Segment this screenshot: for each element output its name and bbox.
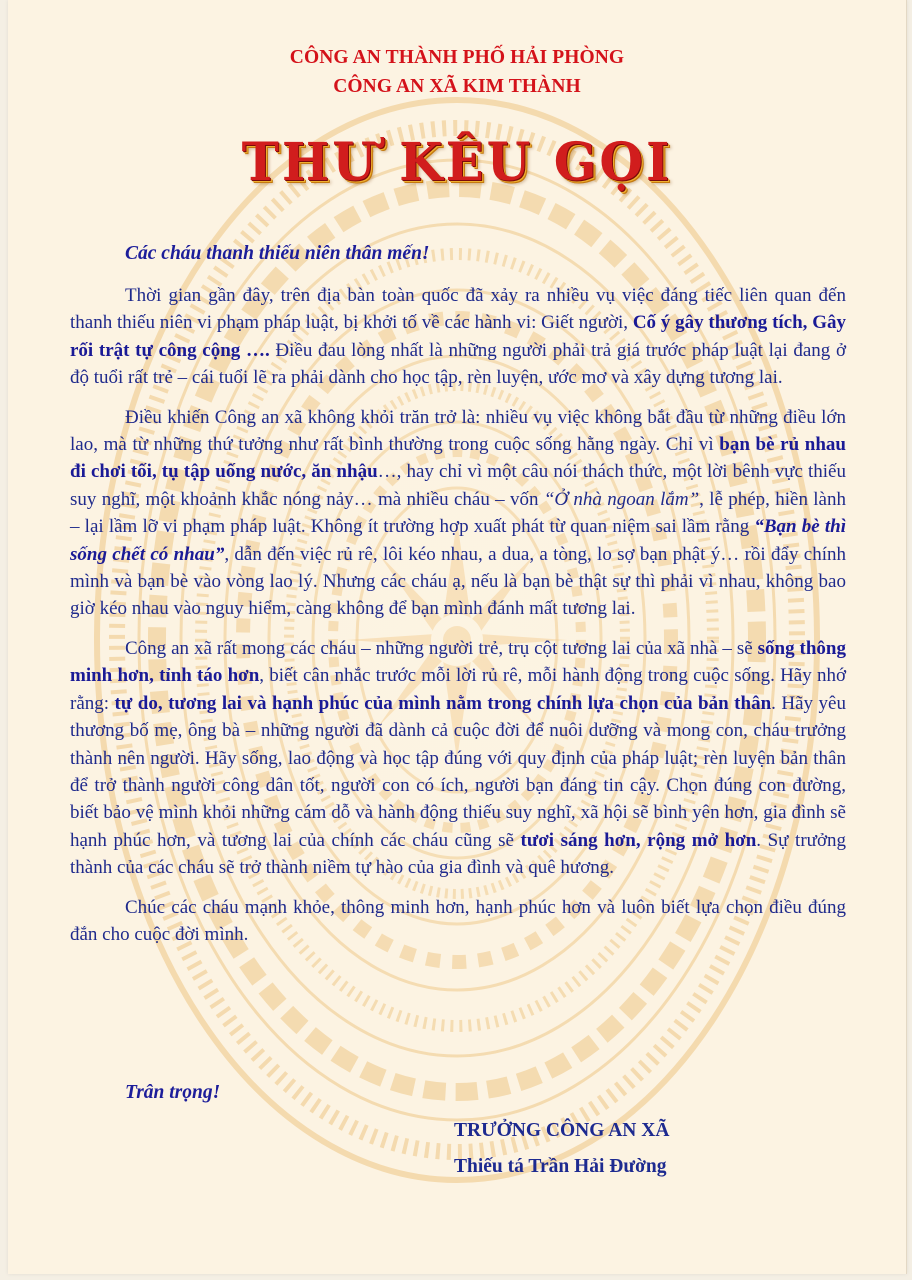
letter-body xyxy=(70,282,846,960)
emphasis-text: bạn bè rủ nhau đi chơi tối, tụ tập uống nước, ăn nhậu xyxy=(70,434,847,483)
emphasis-text: Cố ý gây thương tích, Gây rối trật tự công cộng …. xyxy=(70,312,846,361)
emphasis-text: tươi sáng hơn, rộng mở hơn xyxy=(520,829,757,851)
emphasis-text: “Ở nhà ngoan lắm” xyxy=(543,488,700,510)
body-text: Thời gian gần đây, trên địa bàn toàn quốc đã xảy ra nhiều vụ việc đáng tiếc liên quan đến thanh thiếu niên vi phạm pháp luật, bị khởi tố về các hành vi: Giết người, xyxy=(70,285,846,334)
letter-page xyxy=(8,0,907,1274)
body-paragraph xyxy=(70,282,846,392)
emphasis-text: sống thông minh hơn, tỉnh táo hơn xyxy=(70,637,846,687)
signature-title: TRƯỞNG CÔNG AN XÃ xyxy=(454,1120,670,1141)
body-paragraph xyxy=(70,404,846,623)
body-paragraph xyxy=(70,894,846,949)
body-text: , biết cân nhắc trước mỗi lời rủ rê, mỗi hành động trong cuộc sống. Hãy nhớ rằng: xyxy=(70,665,846,714)
signature-name: Thiếu tá Trần Hải Đường xyxy=(454,1156,667,1177)
body-text: …, hay chỉ vì một câu nói thách thức, một lời bênh vực thiếu suy nghĩ, một khoảnh khắc nóng nảy… mà nhiều cháu – vốn xyxy=(70,461,846,510)
body-text: Điều đau lòng nhất là những người phải trả giá trước pháp luật lại đang ở độ tuổi rất trẻ – cái tuổi lẽ ra phải dành cho học tập, rèn luyện, ước mơ và xây dựng tương lai. xyxy=(70,339,847,389)
body-text: Điều khiến Công an xã không khỏi trăn trở là: nhiều vụ việc không bắt đầu từ những điều lớn lao, mà từ những thứ tưởng như rất bình thường trong cuộc sống hằng ngày. Chỉ vì xyxy=(70,406,846,456)
body-text: . Sự trưởng thành của các cháu sẽ trở thành niềm tự hào của gia đình và quê hương. xyxy=(70,829,846,879)
body-text: . Hãy yêu thương bố mẹ, ông bà – những người đã dành cả cuộc đời để nuôi dưỡng và mong con, cháu trưởng thành nên người. Hãy sống, lao động và học tập đúng với quy định của pháp luật; rèn luyện bản thân để trở thành người công dân tốt, người con có ích, người bạn đáng tin cậy. Chọn đúng con đường, biết bảo vệ mình khỏi những cám dỗ và hành động thiếu suy nghĩ, xã hội sẽ bình yên hơn, gia đình sẽ hạnh phúc hơn, và tương lai của chính các cháu cũng sẽ xyxy=(70,692,846,851)
closing-salutation: Trân trọng! xyxy=(125,1082,221,1103)
body-text: , dẫn đến việc rủ rê, lôi kéo nhau, a dua, a tòng, lo sợ bạn phật ý… rồi đẩy chính mình và bạn bè vào vòng lao lý. Nhưng các cháu ạ, nếu là bạn bè thật sự thì phải vì nhau, không bao giờ kéo nhau vào nguy hiểm, càng không để bạn mình đánh mất tương lai. xyxy=(70,543,847,620)
body-paragraph xyxy=(70,635,846,882)
emphasis-text: “Bạn bè thì sống chết có nhau” xyxy=(70,516,846,565)
body-text: , lễ phép, hiền lành – lại lầm lỡ vi phạm pháp luật. Không ít trường hợp xuất phát từ quan niệm sai lầm rằng xyxy=(70,488,846,538)
body-text: Công an xã rất mong các cháu – những người trẻ, trụ cột tương lai của xã nhà – sẽ xyxy=(125,637,758,659)
greeting: Các cháu thanh thiếu niên thân mến! xyxy=(125,243,430,264)
emphasis-text: tự do, tương lai và hạnh phúc của mình nằm trong chính lựa chọn của bản thân xyxy=(114,692,772,714)
agency-name-city: CÔNG AN THÀNH PHỐ HẢI PHÒNG xyxy=(289,47,625,68)
letter-title: THƯ KÊU GỌI xyxy=(241,130,673,193)
agency-name-commune: CÔNG AN XÃ KIM THÀNH xyxy=(333,76,581,97)
body-text: Chúc các cháu mạnh khỏe, thông minh hơn, hạnh phúc hơn và luôn biết lựa chọn điều đúng đắn cho cuộc đời mình. xyxy=(70,896,846,945)
